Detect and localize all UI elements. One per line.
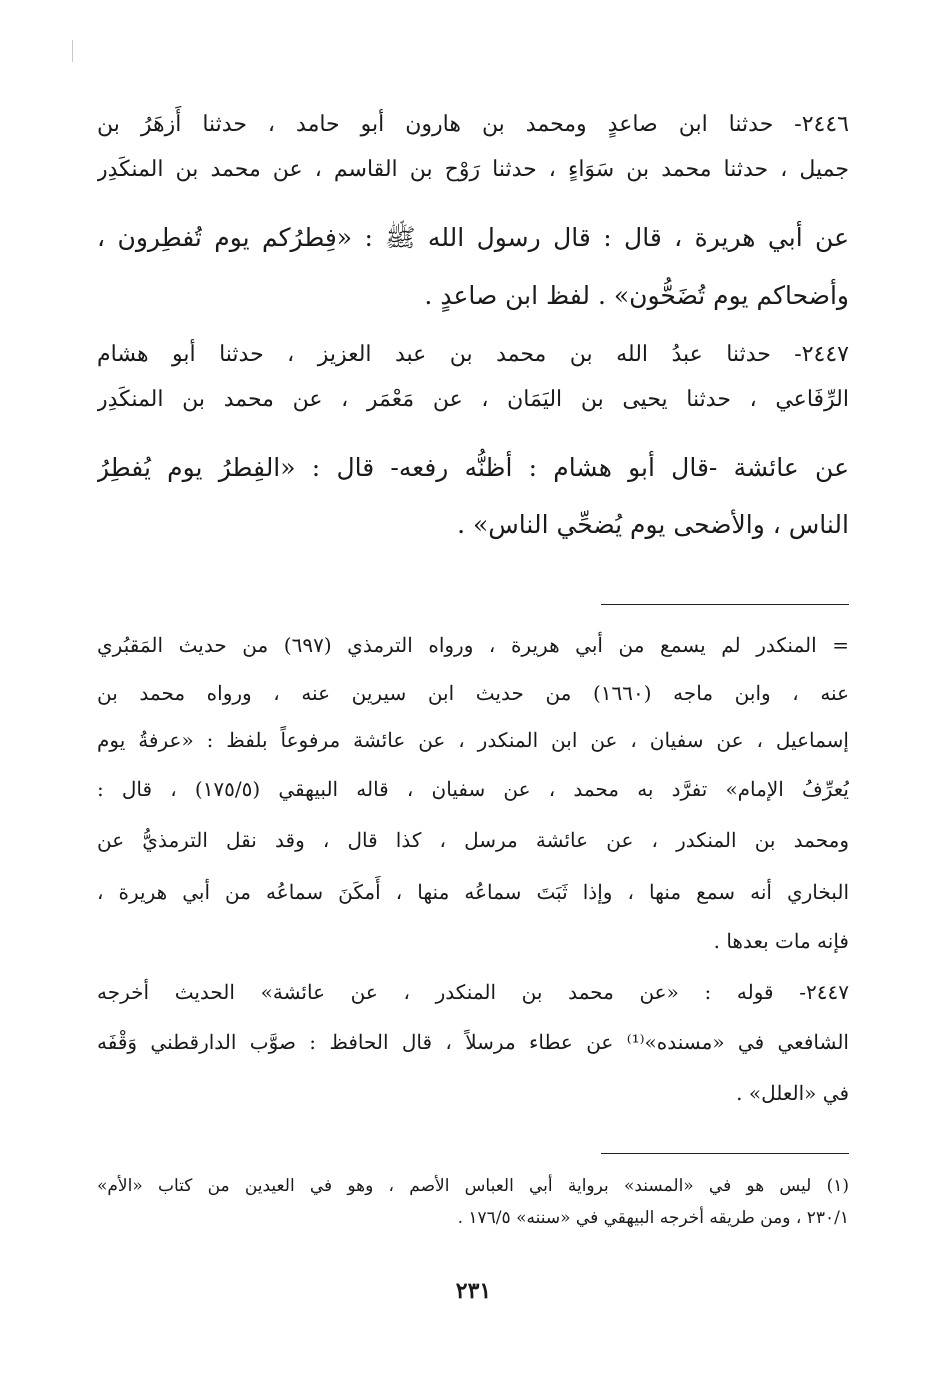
margin-mark (72, 40, 73, 62)
hadith-2446-isnad-line-1: ٢٤٤٦- حدثنا ابن صاعدٍ ومحمد بن هارون أبو حامد ، حدثنا أَزهَرُ بن (97, 112, 849, 137)
commentary-line: في «العلل» . (736, 1081, 849, 1105)
commentary-line: الشافعي في «مسنده»⁽¹⁾ عن عطاء مرسلاً ، قال الحافظ : صوَّب الدارقطني وَقْفَه (97, 1030, 849, 1054)
page-number: ٢٣١ (455, 1278, 492, 1304)
commentary-line: = المنكدر لم يسمع من أبي هريرة ، ورواه الترمذي (٦٩٧) من حديث المَقبُري (97, 633, 849, 657)
commentary-line: البخاري أنه سمع منها ، وإذا ثَبَتَ سماعُه منها ، أَمكَنَ سماعُه من أبي هريرة ، (97, 880, 849, 904)
hadith-2447-isnad-line-1: ٢٤٤٧- حدثنا عبدُ الله بن محمد بن عبد العزيز ، حدثنا أبو هشام (97, 342, 849, 367)
commentary-separator-rule (601, 604, 849, 605)
footnote-line: (١) ليس هو في «المسند» برواية أبي العباس الأصم ، وهو في العيدين من كتاب «الأم» (97, 1176, 849, 1196)
footnote-separator-rule (601, 1153, 849, 1154)
hadith-2447-isnad-line-2: الرِّفَاعي ، حدثنا يحيى بن اليَمَان ، عن مَعْمَر ، عن محمد بن المنكَدِر (97, 387, 849, 412)
hadith-2446-matn-line-1: عن أبي هريرة ، قال : قال رسول الله ﷺ : «فِطرُكم يوم تُفطِرون ، (97, 223, 849, 252)
hadith-2447-matn-line-2: الناس ، والأضحى يوم يُضحِّي الناس» . (457, 510, 849, 539)
commentary-line: يُعرِّفُ الإمام» تفرَّد به محمد ، عن سفيان ، قاله البيهقي (١٧٥/٥) ، قال : (97, 777, 849, 801)
hadith-2446-matn-line-2: وأضحاكم يوم تُضَحُّون» . لفظ ابن صاعدٍ . (424, 281, 849, 310)
commentary-line: إسماعيل ، عن سفيان ، عن ابن المنكدر ، عن عائشة مرفوعاً بلفظ : «عرفةُ يوم (97, 728, 849, 752)
commentary-line: فإنه مات بعدها . (713, 929, 849, 953)
commentary-line: ومحمد بن المنكدر ، عن عائشة مرسل ، كذا قال ، وقد نقل الترمذيُّ عن (97, 828, 849, 852)
commentary-line: عنه ، وابن ماجه (١٦٦٠) من حديث ابن سيرين عنه ، ورواه محمد بن (97, 681, 849, 705)
hadith-2447-matn-line-1: عن عائشة -قال أبو هشام : أظنُّه رفعه- قال : «الفِطرُ يوم يُفطِرُ (97, 453, 849, 482)
footnote-line: ٢٣٠/١ ، ومن طريقه أخرجه البيهقي في «سننه» ١٧٦/٥ . (457, 1208, 849, 1228)
hadith-2446-isnad-line-2: جميل ، حدثنا محمد بن سَوَاءٍ ، حدثنا رَوْح بن القاسم ، عن محمد بن المنكَدِر (97, 157, 849, 182)
commentary-line: ٢٤٤٧- قوله : «عن محمد بن المنكدر ، عن عائشة» الحديث أخرجه (97, 980, 849, 1004)
